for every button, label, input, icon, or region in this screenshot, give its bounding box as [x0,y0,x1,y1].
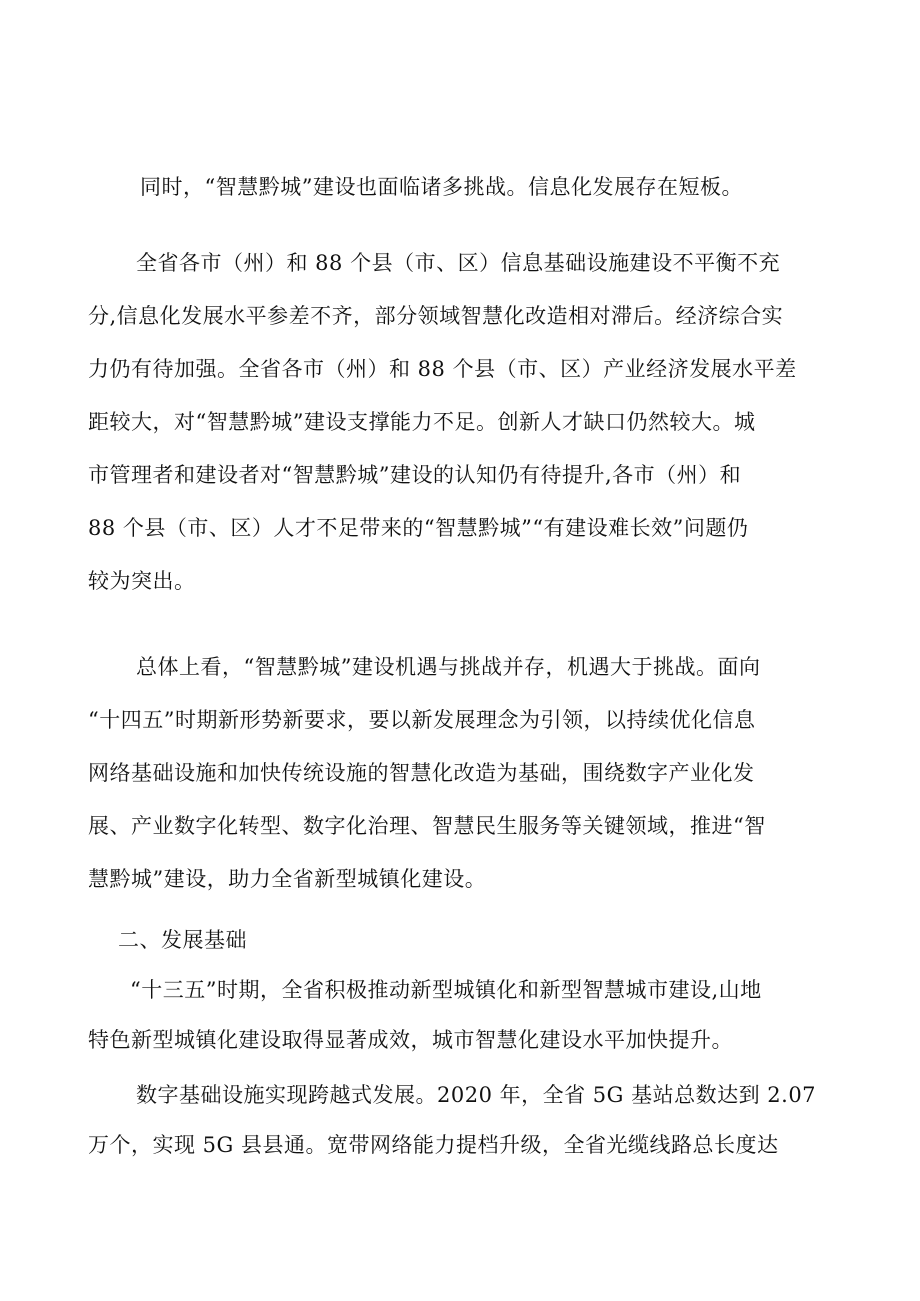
paragraph-5-line-1: 数字基础设施实现跨越式发展。2020 年，全省 5G 基站总数达到 2.07 [136,1083,817,1107]
paragraph-2-line-5: 市管理者和建设者对“智慧黔城”建设的认知仍有待提升,各市（州）和 [88,463,742,487]
paragraph-3-line-4: 展、产业数字化转型、数字化治理、智慧民生服务等关键领域，推进“智 [88,814,766,838]
paragraph-2-line-2: 分,信息化发展水平参差不齐，部分领域智慧化改造相对滞后。经济综合实 [88,304,784,328]
paragraph-3-line-3: 网络基础设施和加快传统设施的智慧化改造为基础，围绕数字产业化发 [88,761,755,785]
paragraph-3-line-1: 总体上看，“智慧黔城”建设机遇与挑战并存，机遇大于挑战。面向 [136,655,761,679]
paragraph-2-line-4: 距较大，对“智慧黔城”建设支撑能力不足。创新人才缺口仍然较大。城 [88,410,756,434]
section-heading: 二、发展基础 [118,928,247,952]
paragraph-4-line-2: 特色新型城镇化建设取得显著成效，城市智慧化建设水平加快提升。 [88,1028,733,1052]
paragraph-3-line-5: 慧黔城”建设，助力全省新型城镇化建设。 [88,867,487,891]
paragraph-3-line-2: “十四五”时期新形势新要求，要以新发展理念为引领，以持续优化信息 [88,708,756,732]
paragraph-2-line-6: 88 个县（市、区）人才不足带来的“智慧黔城”“有建设难长效”问题仍 [88,516,749,540]
paragraph-2-line-3: 力仍有待加强。全省各市（州）和 88 个县（市、区）产业经济发展水平差 [88,357,797,381]
paragraph-1-line-1: 同时，“智慧黔城”建设也面临诸多挑战。信息化发展存在短板。 [140,175,743,199]
paragraph-5-line-2: 万个，实现 5G 县县通。宽带网络能力提档升级，全省光缆线路总长度达 [88,1133,779,1157]
paragraph-4-line-1: “十三五”时期，全省积极推动新型城镇化和新型智慧城市建设,山地 [130,978,762,1002]
paragraph-2-line-1: 全省各市（州）和 88 个县（市、区）信息基础设施建设不平衡不充 [136,251,781,275]
paragraph-2-line-7: 较为突出。 [88,569,196,593]
